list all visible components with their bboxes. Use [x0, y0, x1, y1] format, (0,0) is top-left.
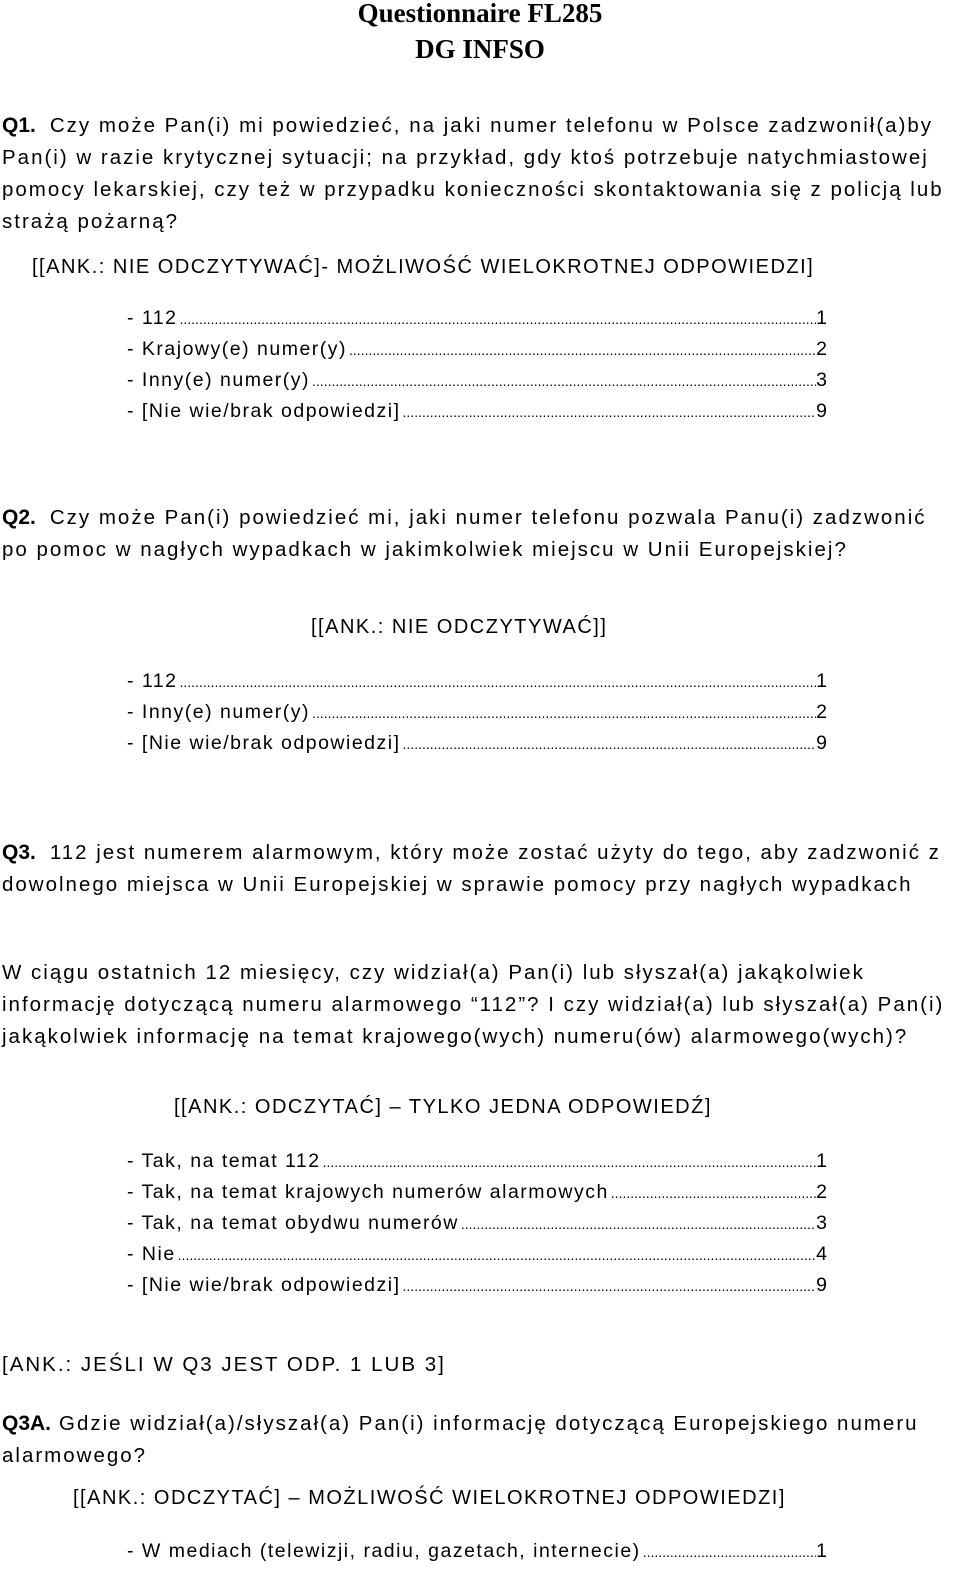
answer-option: - Tak, na temat 112 ..... 1 — [127, 1150, 827, 1181]
answer-option: - W mediach (telewizji, radiu, gazetach, internecie) ..... 1 — [127, 1540, 827, 1571]
question-q3 — [2, 837, 954, 901]
answer-option: - Inny(e) numer(y) ..... 2 — [127, 701, 827, 732]
filter-instruction: [ANK.: JEŚLI W Q3 JEST ODP. 1 LUB 3] — [2, 1353, 446, 1376]
question-q1 — [2, 110, 954, 238]
answer-option: - Tak, na temat obydwu numerów ..... 3 — [127, 1212, 827, 1243]
document-title: Questionnaire FL285 — [357, 0, 603, 28]
answer-option: - Krajowy(e) numer(y) ..... 2 — [127, 338, 827, 369]
interviewer-instruction: [[ANK.: ODCZYTAĆ] – MOŻLIWOŚĆ WIELOKROTNEJ ODPOWIEDZI] — [73, 1487, 786, 1509]
question-text: Gdzie widział(a)/słyszał(a) Pan(i) informację dotyczącą Europejskiego numeru alarmowego? — [2, 1412, 919, 1467]
interviewer-instruction: [[ANK.: ODCZYTAĆ] – TYLKO JEDNA ODPOWIEDŹ] — [174, 1096, 712, 1118]
question-text: 112 jest numerem alarmowym, który może zostać użyty do tego, aby zadzwonić z dowolnego miejsca w Unii Europejskiej w sprawie pomocy przy nagłych wypadkach — [2, 841, 941, 896]
answer-option: - [Nie wie/brak odpowiedzi] ..... 9 — [127, 1274, 827, 1305]
question-number: Q1. — [2, 114, 36, 137]
question-number: Q2. — [2, 506, 36, 529]
question-number: Q3. — [2, 841, 36, 864]
question-text: Czy może Pan(i) powiedzieć mi, jaki numer telefonu pozwala Panu(i) zadzwonić po pomoc w nagłych wypadkach w jakimkolwiek miejscu w Unii Europejskiej? — [2, 506, 927, 561]
answer-options — [127, 307, 827, 431]
interviewer-instruction: [[ANK.: NIE ODCZYTYWAĆ]] — [311, 616, 608, 638]
question-q2 — [2, 502, 954, 566]
answer-options — [127, 1150, 827, 1305]
question-number: Q3A. — [2, 1412, 52, 1435]
question-q3a — [2, 1408, 954, 1472]
answer-option: - Nie ..... 4 — [127, 1243, 827, 1274]
answer-option: - 112 ..... 1 — [127, 307, 827, 338]
question-q3-followup: W ciągu ostatnich 12 miesięcy, czy widział(a) Pan(i) lub słyszał(a) jakąkolwiek informację dotyczącą numeru alarmowego “112”? I czy widział(a) lub słyszał(a) Pan(i) jakąkolwiek informację na temat krajowego(wych) numeru(ów) alarmowego(wych)? — [2, 961, 945, 1048]
answer-options — [127, 1540, 827, 1571]
answer-options — [127, 670, 827, 763]
answer-option: - 112 ..... 1 — [127, 670, 827, 701]
question-text: Czy może Pan(i) mi powiedzieć, na jaki numer telefonu w Polsce zadzwonił(a)by Pan(i) w razie krytycznej sytuacji; na przykład, gdy ktoś potrzebuje natychmiastowej pomocy lekarskiej, czy też w przypadku konieczności skontaktowania się z policją lub strażą pożarną? — [2, 114, 944, 233]
interviewer-instruction: [[ANK.: NIE ODCZYTYWAĆ]- MOŻLIWOŚĆ WIELOKROTNEJ ODPOWIEDZI] — [32, 256, 815, 278]
answer-option: - [Nie wie/brak odpowiedzi] ..... 9 — [127, 400, 827, 431]
answer-option: - Inny(e) numer(y) ..... 3 — [127, 369, 827, 400]
answer-option: - [Nie wie/brak odpowiedzi] ..... 9 — [127, 732, 827, 763]
answer-option: - Tak, na temat krajowych numerów alarmowych ..... 2 — [127, 1181, 827, 1212]
document-subtitle: DG INFSO — [415, 34, 545, 64]
